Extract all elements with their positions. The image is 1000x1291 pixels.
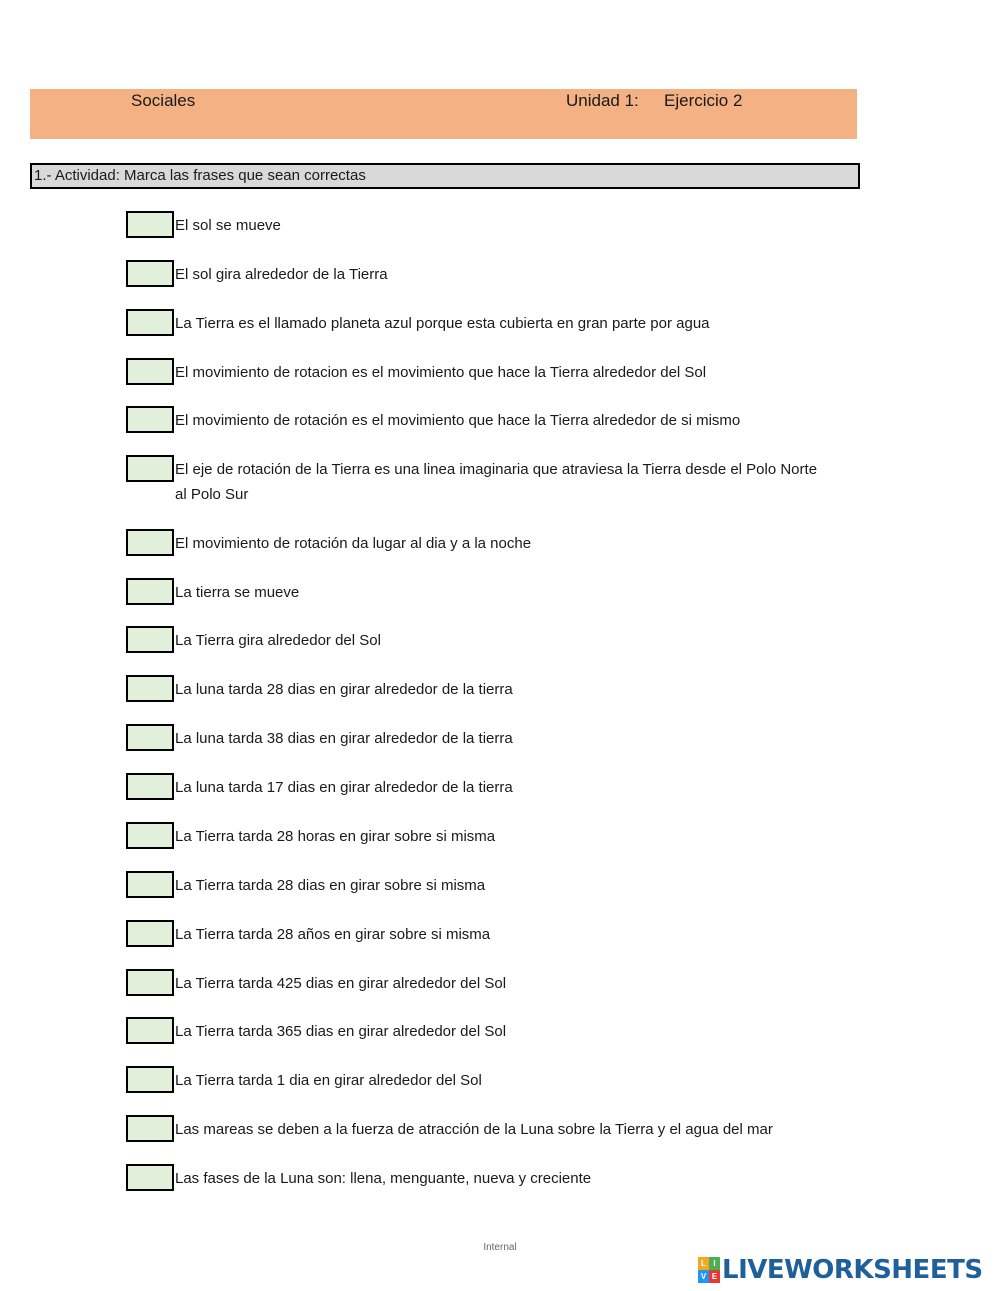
answer-checkbox[interactable] — [126, 871, 174, 898]
item-label: El eje de rotación de la Tierra es una linea imaginaria que atraviesa la Tierra desde el Polo Norte al Polo Sur — [175, 461, 818, 503]
footer-note: Internal — [483, 1242, 517, 1253]
answer-checkbox[interactable] — [126, 406, 174, 433]
answer-checkbox[interactable] — [126, 529, 174, 556]
answer-checkbox[interactable] — [126, 920, 174, 947]
answer-checkbox[interactable] — [126, 773, 174, 800]
item-label: La luna tarda 28 dias en girar alrededor de la tierra — [175, 681, 513, 698]
brand-logo[interactable] — [698, 1255, 983, 1285]
answer-checkbox[interactable] — [126, 1017, 174, 1044]
item-label: La Tierra es el llamado planeta azul porque esta cubierta en gran parte por agua — [175, 315, 710, 332]
item-label: La tierra se mueve — [175, 584, 300, 601]
item-label: La luna tarda 17 dias en girar alrededor de la tierra — [175, 779, 513, 796]
item-label: La Tierra tarda 1 dia en girar alrededor del Sol — [175, 1072, 482, 1089]
item-label: El sol gira alrededor de la Tierra — [175, 266, 388, 283]
answer-checkbox[interactable] — [126, 1115, 174, 1142]
item-label: La Tierra gira alrededor del Sol — [175, 632, 381, 649]
answer-checkbox[interactable] — [126, 822, 174, 849]
answer-checkbox[interactable] — [126, 1164, 174, 1191]
answer-checkbox[interactable] — [126, 260, 174, 287]
answer-checkbox[interactable] — [126, 626, 174, 653]
answer-checkbox[interactable] — [126, 211, 174, 238]
answer-checkbox[interactable] — [126, 969, 174, 996]
item-label: Las mareas se deben a la fuerza de atracción de la Luna sobre la Tierra y el agua del mar — [175, 1121, 773, 1138]
item-label: El movimiento de rotacion es el movimiento que hace la Tierra alrededor del Sol — [175, 364, 707, 381]
answer-checkbox[interactable] — [126, 455, 174, 482]
item-label: La Tierra tarda 28 dias en girar sobre si misma — [175, 877, 486, 894]
header-unit: Unidad 1: — [566, 91, 639, 110]
answer-checkbox[interactable] — [126, 1066, 174, 1093]
answer-checkbox[interactable] — [126, 358, 174, 385]
liveworksheets-logo-icon: L I V E — [698, 1257, 720, 1283]
answer-checkbox[interactable] — [126, 724, 174, 751]
item-label: La Tierra tarda 365 dias en girar alrededor del Sol — [175, 1023, 507, 1040]
header-exercise: Ejercicio 2 — [664, 91, 743, 110]
item-label: Las fases de la Luna son: llena, menguante, nueva y creciente — [175, 1170, 592, 1187]
item-label: La Tierra tarda 28 años en girar sobre si misma — [175, 926, 491, 943]
item-label: La Tierra tarda 28 horas en girar sobre si misma — [175, 828, 496, 845]
item-label: La Tierra tarda 425 dias en girar alrededor del Sol — [175, 975, 507, 992]
item-label: La luna tarda 38 dias en girar alrededor de la tierra — [175, 730, 513, 747]
answer-checkbox[interactable] — [126, 675, 174, 702]
header-subject: Sociales — [131, 91, 196, 110]
brand-name: LIVEWORKSHEETS — [722, 1255, 983, 1285]
item-label: El movimiento de rotación es el movimiento que hace la Tierra alrededor de si mismo — [175, 412, 741, 429]
answer-checkbox[interactable] — [126, 309, 174, 336]
answer-checkbox[interactable] — [126, 578, 174, 605]
item-label: El sol se mueve — [175, 217, 281, 234]
item-label: El movimiento de rotación da lugar al dia y a la noche — [175, 535, 532, 552]
activity-title: 1.- Actividad: Marca las frases que sean correctas — [30, 163, 860, 189]
